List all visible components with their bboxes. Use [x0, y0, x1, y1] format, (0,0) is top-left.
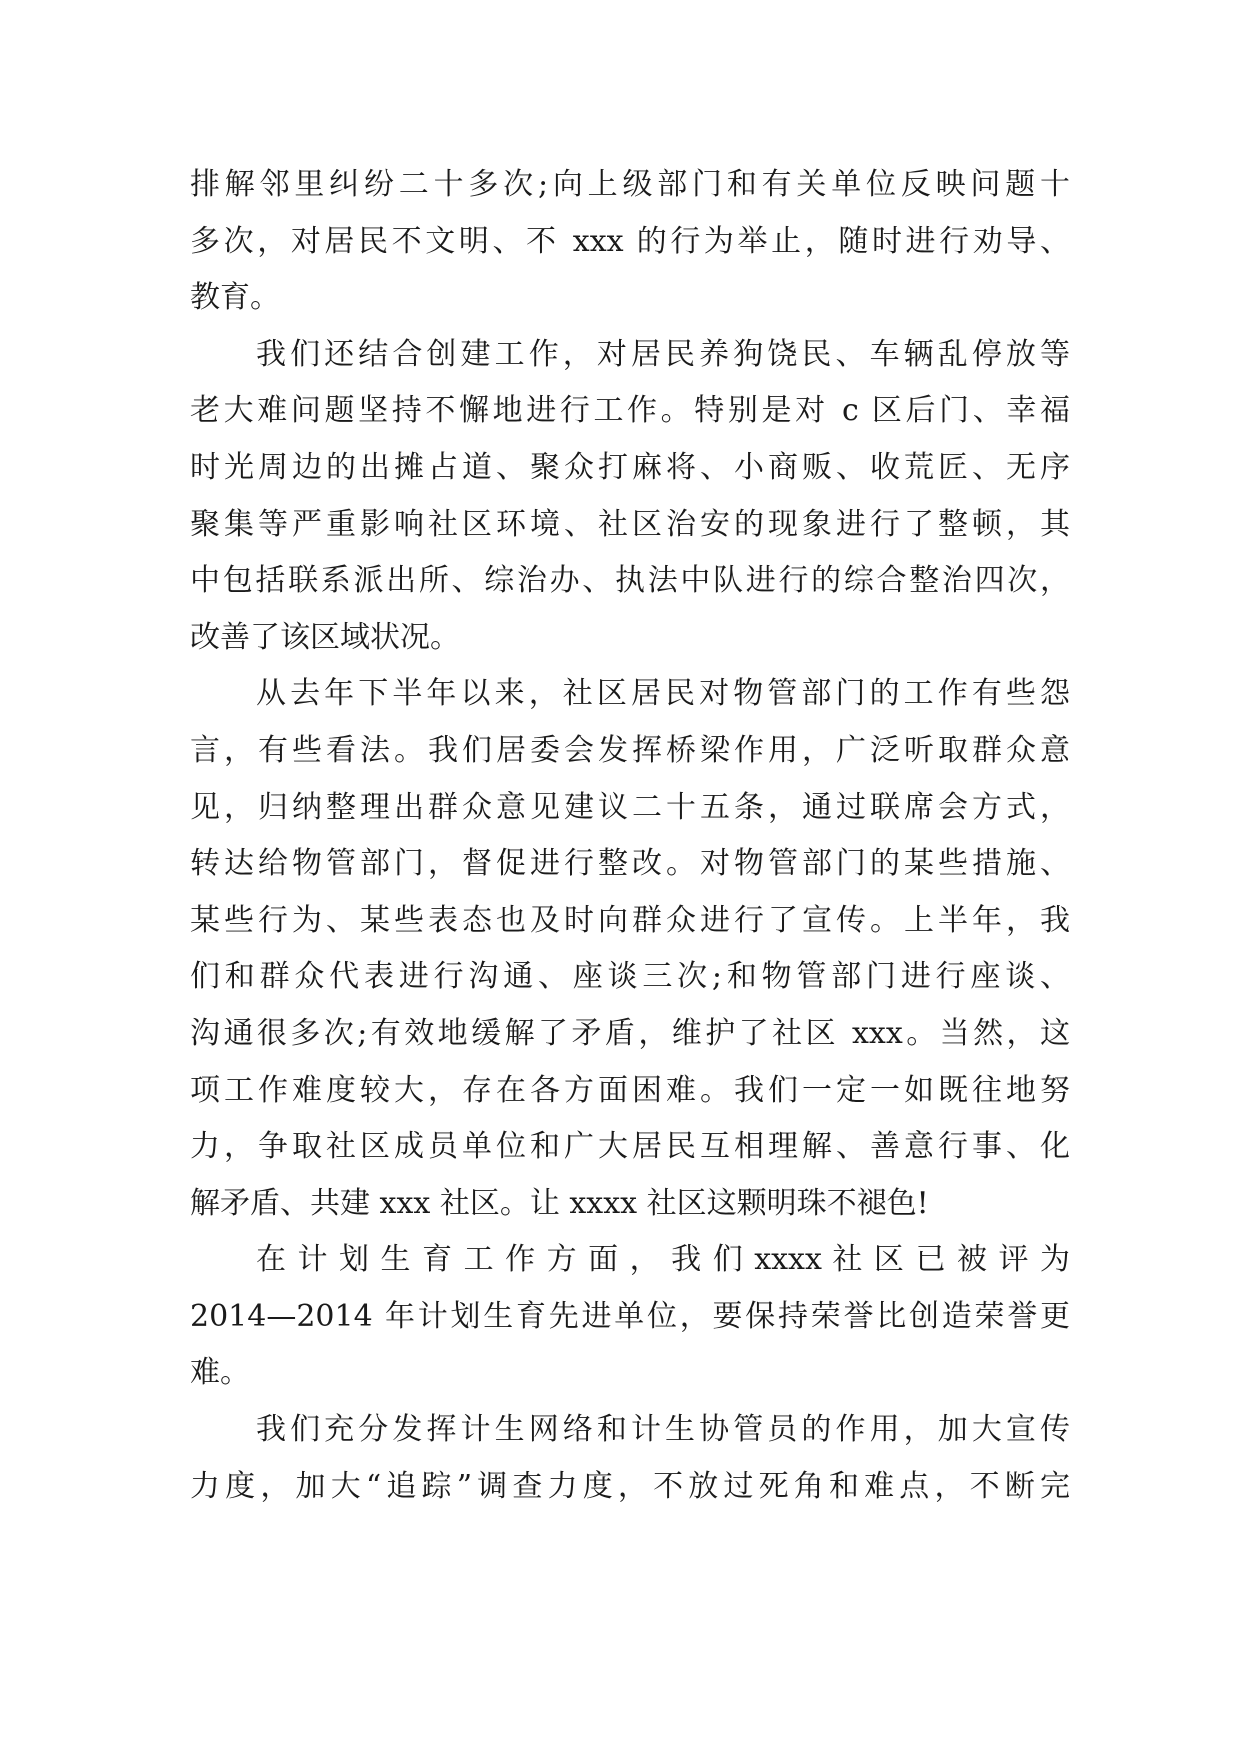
text-line: 力度，加大“追踪”调查力度，不放过死角和难点，不断完 — [190, 1468, 1070, 1504]
text-line: 某些行为、某些表态也及时向群众进行了宣传。上半年，我 — [190, 902, 1070, 938]
document-body — [190, 157, 1070, 1515]
text-line: 教育。 — [190, 280, 280, 316]
text-line: 多次，对居民不文明、不 xxx 的行为举止，随时进行劝导、 — [190, 223, 1070, 259]
text-line: 转达给物管部门，督促进行整改。对物管部门的某些措施、 — [190, 846, 1070, 882]
text-line: 改善了该区域状况。 — [190, 619, 460, 655]
text-line: 见，归纳整理出群众意见建议二十五条，通过联席会方式， — [190, 789, 1070, 825]
text-line: 沟通很多次;有效地缓解了矛盾，维护了社区 xxx。当然，这 — [190, 1015, 1070, 1051]
text-line: 排解邻里纠纷二十多次;向上级部门和有关单位反映问题十 — [190, 167, 1070, 202]
text-line: 难。 — [190, 1355, 250, 1391]
text-line: 解矛盾、共建 xxx 社区。让 xxxx 社区这颗明珠不褪色! — [190, 1185, 929, 1221]
text-line: 老大难问题坚持不懈地进行工作。特别是对 c 区后门、幸福 — [190, 393, 1070, 429]
text-line: 言，有些看法。我们居委会发挥桥梁作用，广泛听取群众意 — [190, 732, 1070, 768]
text-line: 项工作难度较大，存在各方面困难。我们一定一如既往地努 — [190, 1072, 1070, 1108]
text-line: 2014—2014 年计划生育先进单位，要保持荣誉比创造荣誉更 — [190, 1298, 1070, 1334]
text-line: 力，争取社区成员单位和广大居民互相理解、善意行事、化 — [190, 1129, 1070, 1165]
text-line: 们和群众代表进行沟通、座谈三次;和物管部门进行座谈、 — [190, 959, 1070, 995]
text-line: 时光周边的出摊占道、聚众打麻将、小商贩、收荒匠、无序 — [190, 449, 1070, 485]
text-line: 中包括联系派出所、综治办、执法中队进行的综合整治四次， — [190, 563, 1070, 599]
text-line: 在 计 划 生 育 工 作 方 面 ， 我 们 xxxx 社 区 已 被 评 为 — [256, 1242, 1070, 1278]
text-line: 我们还结合创建工作，对居民养狗饶民、车辆乱停放等 — [256, 336, 1070, 372]
text-line: 聚集等严重影响社区环境、社区治安的现象进行了整顿，其 — [190, 506, 1070, 542]
text-line: 从去年下半年以来，社区居民对物管部门的工作有些怨 — [256, 676, 1070, 712]
text-line: 我们充分发挥计生网络和计生协管员的作用，加大宣传 — [256, 1412, 1070, 1448]
